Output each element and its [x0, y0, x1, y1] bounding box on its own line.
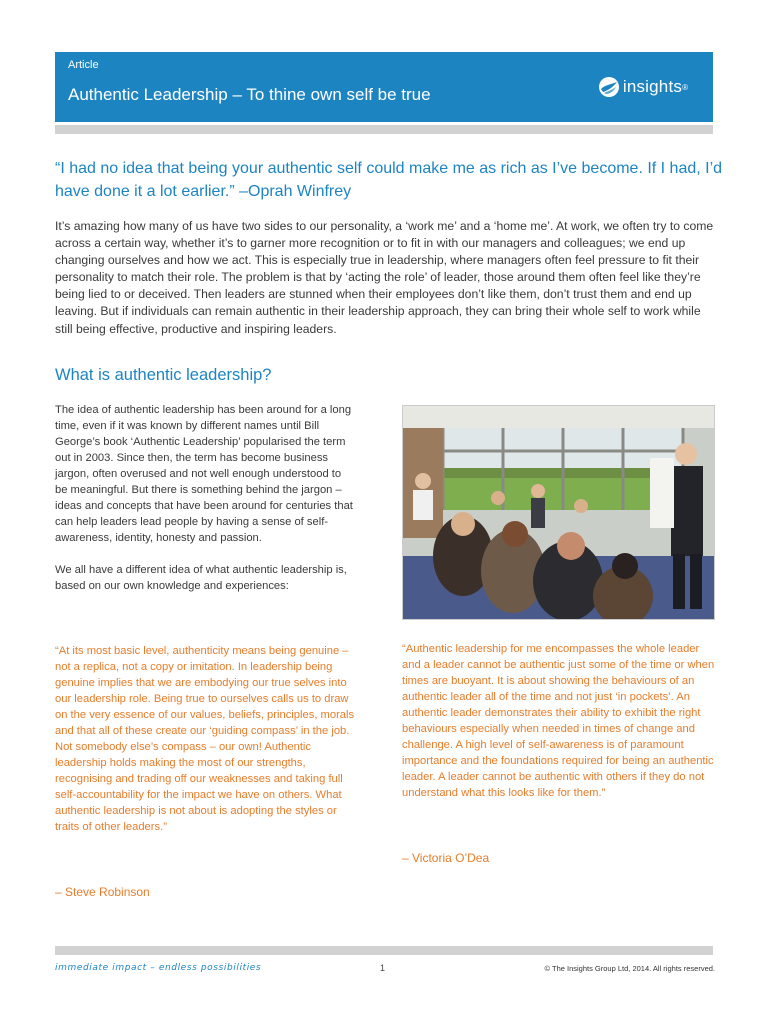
meeting-photo [402, 405, 715, 620]
copyright-notice: © The Insights Group Ltd, 2014. All rights reserved. [544, 964, 715, 973]
logo-trademark: ® [682, 82, 688, 92]
left-column [55, 402, 355, 610]
history-paragraph: The idea of authentic leadership has been around for a long time, even if it was known by different names until Bill George’s book ‘Authentic Leadership’ popularised the term out in 2003. Since then, the term has become business jargon, often overused and not well enough understood to be meaningful. But there is something behind the jargon – ideas and concepts that have been around for centuries that can help leaders lead people by having a sense of self-awareness, identity, honesty and passion. [55, 404, 353, 544]
footer-divider [55, 946, 713, 955]
section-heading: What is authentic leadership? [55, 366, 272, 384]
meeting-photo-illustration [403, 406, 714, 619]
robinson-attribution: – Steve Robinson [55, 885, 150, 899]
footer-tagline: immediate impact – endless possibilities [55, 963, 262, 973]
insights-logo [598, 76, 688, 98]
logo-wordmark: insights [622, 77, 683, 96]
article-kicker: Article [68, 59, 99, 71]
page-number: 1 [380, 963, 386, 973]
intro-paragraph: It’s amazing how many of us have two sides to our personality, a ‘work me’ and a ‘home me’. At work, we often try to come across a certain way, whether it’s to garner more recognition or to fit in with our managers and colleagues; we end up changing ourselves and how we act. This is especially true in leadership, where managers often feel pressure to fit their personality to match their role. The problem is that by ‘acting the role’ of leader, those around them often feel like they’re being lied to or deceived. Then leaders are stunned when their employees don’t like them, don’t trust them and end up leaving. But if individuals can remain authentic in their leadership approach, they can bring their whole self to work while still being effective, productive and inspiring leaders. [55, 219, 714, 336]
article-title: Authentic Leadership – To thine own self be true [68, 85, 431, 104]
robinson-quote: “At its most basic level, authenticity means being genuine – not a replica, not a copy or imitation. In leadership being genuine implies that we are embodying our true selves into our leadership role. Being true to ourselves calls us to draw on the very essence of our values, beliefs, principles, morals and that all of these create our ‘guiding compass’ in the job. Not somebody else’s compass – our own! Authentic leadership holds making the most of our strengths, recognising and trading off our weaknesses and taking full self-accountability for the impact we have on others. What authentic leadership is not about is adopting the styles or traits of other leaders.” [55, 645, 355, 833]
insights-bird-icon [598, 76, 620, 98]
definition-intro-paragraph: We all have a different idea of what authentic leadership is, based on our own knowledge and experiences: [55, 564, 347, 592]
header-divider [55, 125, 713, 134]
odea-quote: “Authentic leadership for me encompasses the whole leader and a leader cannot be authentic just some of the time or when times are buoyant. It is about showing the behaviours of an authentic leader all of the time and not just ‘in pockets’. An authentic leader demonstrates their ability to exhibit the right behaviours especially when needed in times of change and challenge. A high level of self-awareness is of paramount importance and the foundations required for being an authentic leader. A leader cannot be authentic with others if they do not understand what this looks like for them.” [402, 643, 715, 799]
oprah-pull-quote: “I had no idea that being your authentic self could make me as rich as I’ve become. If I had, I’d have done it a lot earlier.” –Oprah Winfrey [55, 160, 723, 200]
odea-attribution: – Victoria O’Dea [402, 851, 490, 865]
article-header [55, 52, 713, 122]
